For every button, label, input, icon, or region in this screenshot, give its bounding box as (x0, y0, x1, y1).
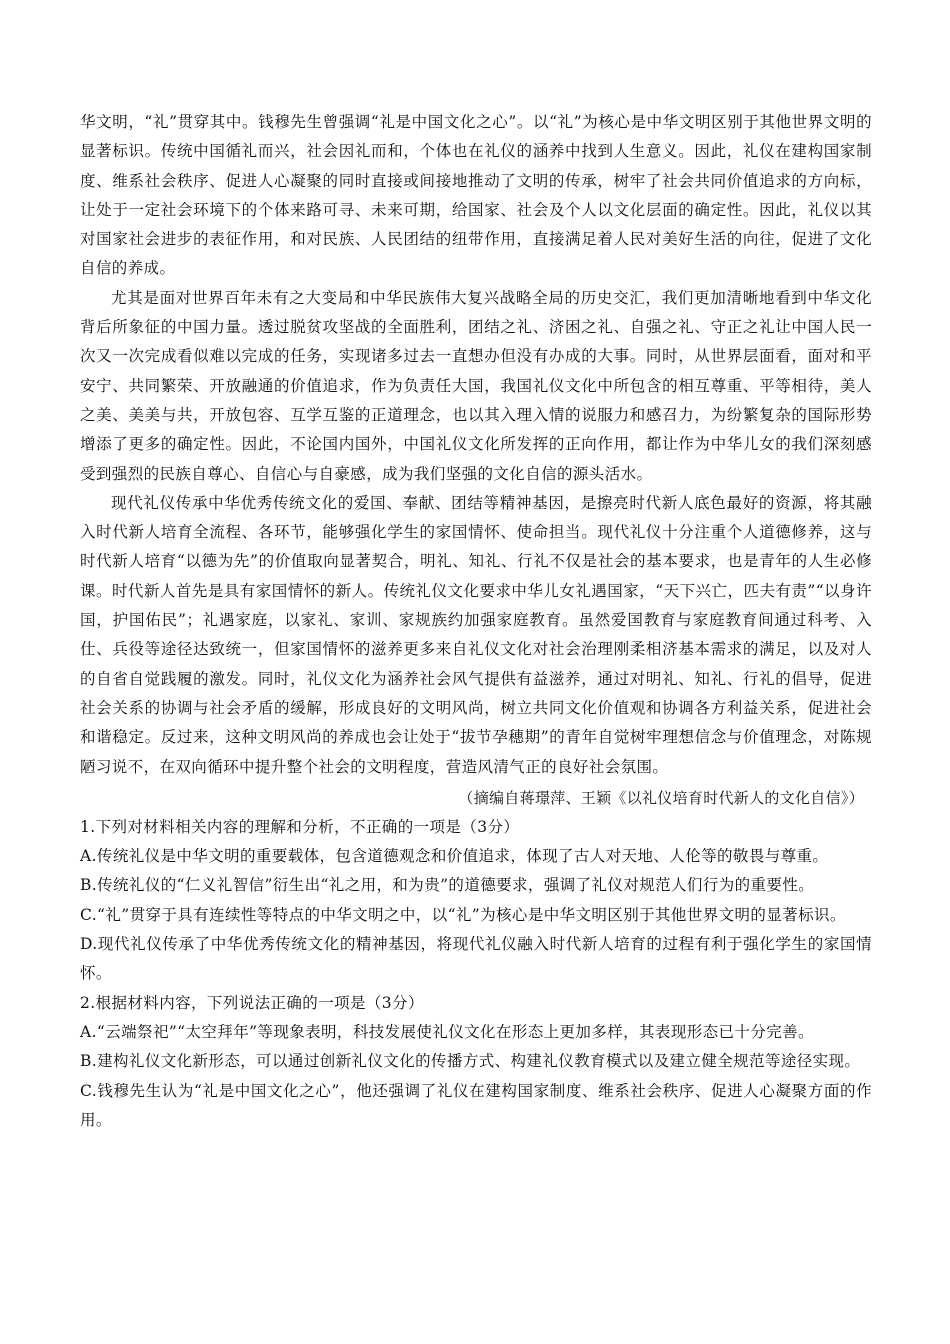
question-1-option-a: A.传统礼仪是中华文明的重要载体，包含道德观念和价值追求，体现了古人对天地、人伦等的敬畏与尊重。 (80, 847, 829, 866)
passage-paragraph-3: 现代礼仪传承中华优秀传统文化的爱国、奉献、团结等精神基因，是擦亮时代新人底色最好的资源，将其融入时代新人培育全流程、各环节，能够强化学生的家国情怀、使命担当。现代礼仪十分注重个人道德修养，这与时代新人培育“以德为先”的价值取向显著契合，明礼、知礼、行礼不仅是社会的基本要求，也是青年的人生必修课。时代新人首先是具有家国情怀的新人。传统礼仪文化要求中华儿女礼遇国家，“天下兴亡，匹夫有责”“以身许国，护国佑民”；礼遇家庭，以家礼、家训、家规族约加强家庭教育。虽然爱国教育与家庭教育间通过科考、入仕、兵役等途径达致统一，但家国情怀的滋养更多来自礼仪文化对社会治理刚柔相济基本需求的满足，以及对人的自省自觉践履的激发。同时，礼仪文化为涵养社会风气提供有益滋养，通过对明礼、知礼、行礼的倡导，促进社会关系的协调与社会矛盾的缓解，形成良好的文明风尚，树立共同文化价值观和协调各方利益关系，促进社会和谐稳定。反过来，这种文明风尚的养成也会让处于“拔节孕穗期”的青年自觉树牢理想信念与价值理念，对陈规陋习说不，在双向循环中提升整个社会的文明程度，营造风清气正的良好社会氛围。 (80, 493, 872, 776)
passage-paragraph-1: 华文明，“礼”贯穿其中。钱穆先生曾强调“礼是中国文化之心”。以“礼”为核心是中华文明区别于其他世界文明的显著标识。传统中国循礼而兴，社会因礼而和，个体也在礼仪的涵养中找到人生意义。因此，礼仪在建构国家制度、维系社会秩序、促进人心凝聚的同时直接或间接地推动了文明的传承，树牢了社会共同价值追求的方向标，让处于一定社会环境下的个体来路可寻、未来可期，给国家、社会及个人以文化层面的确定性。因此，礼仪以其对国家社会进步的表征作用，和对民族、人民团结的纽带作用，直接满足着人民对美好生活的向往，促进了文化自信的养成。 (80, 113, 872, 278)
passage-paragraph-2: 尤其是面对世界百年未有之大变局和中华民族伟大复兴战略全局的历史交汇，我们更加清晰地看到中华文化背后所象征的中国力量。透过脱贫攻坚战的全面胜利，团结之礼、济困之礼、自强之礼、守正之礼让中国人民一次又一次完成看似难以完成的任务，实现诸多过去一直想办但没有办成的大事。同时，从世界层面看，面对和平安宁、共同繁荣、开放融通的价值追求，作为负责任大国，我国礼仪文化中所包含的相互尊重、平等相待，美人之美、美美与共，开放包容、互学互鉴的正道理念，也以其入理入情的说服力和感召力，为纷繁复杂的国际形势增添了更多的确定性。因此，不论国内国外，中国礼仪文化所发挥的正向作用，都让作为中华儿女的我们深刻感受到强烈的民族自尊心、自信心与自豪感，成为我们坚强的文化自信的源头活水。 (80, 288, 872, 483)
question-1-option-b: B.传统礼仪的“仁义礼智信”衍生出“礼之用，和为贵”的道德要求，强调了礼仪对规范人们行为的重要性。 (80, 876, 815, 895)
question-1-option-c: C.“礼”贯穿于具有连续性等特点的中华文明之中，以“礼”为核心是中华文明区别于其他世界文明的显著标识。 (80, 905, 846, 924)
question-2 (80, 989, 872, 1135)
question-1 (80, 813, 872, 989)
question-2-option-a: A.“云端祭祀”“太空拜年”等现象表明，科技发展使礼仪文化在形态上更加多样，其表现形态已十分完善。 (80, 1022, 814, 1041)
question-2-option-c: C.钱穆先生认为“礼是中国文化之心”，他还强调了礼仪在建构国家制度、维系社会秩序、促进人心凝聚方面的作用。 (80, 1081, 872, 1129)
question-2-option-b: B.建构礼仪文化新形态，可以通过创新礼仪文化的传播方式、构建礼仪教育模式以及建立健全规范等途径实现。 (80, 1052, 861, 1071)
source-citation: （摘编自蒋璟萍、王颖《以礼仪培育时代新人的文化自信》） (458, 788, 864, 807)
question-1-option-d: D.现代礼仪传承了中华优秀传统文化的精神基因，将现代礼仪融入时代新人培育的过程有利于强化学生的家国情怀。 (80, 935, 872, 983)
question-1-stem: 1.下列对材料相关内容的理解和分析，不正确的一项是（3分） (80, 817, 520, 836)
document-page (80, 108, 872, 1135)
question-2-stem: 2.根据材料内容，下列说法正确的一项是（3分） (80, 993, 424, 1012)
